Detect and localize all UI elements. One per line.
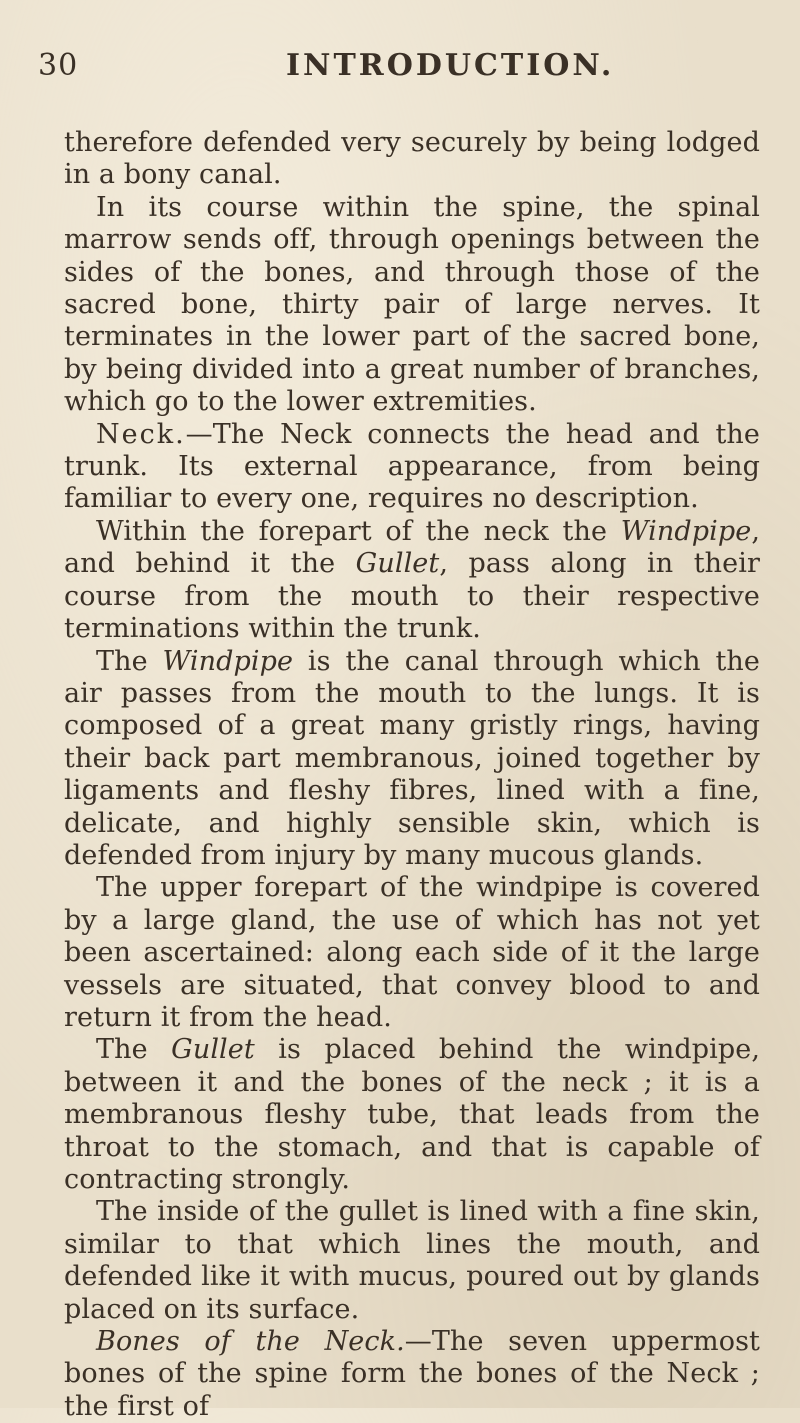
- paragraph-text: , and behind it the: [64, 515, 760, 580]
- paragraph-text: Within the forepart of the neck the: [96, 515, 621, 547]
- paragraph: [64, 1326, 760, 1423]
- paragraph: [64, 192, 760, 419]
- paragraph: [64, 127, 760, 192]
- paragraph: [64, 1196, 760, 1326]
- paragraph: [64, 872, 760, 1034]
- paragraph-text: is placed behind the windpipe, between it and the bones of the neck ; it is a membranous fleshy tube, that leads from the throat to the stomach, and that is capable of contracting strongly.: [64, 1034, 761, 1195]
- term-windpipe: Windpipe: [162, 645, 294, 677]
- paragraph: [64, 516, 760, 646]
- page-number: 30: [38, 48, 79, 83]
- paragraph-text: The upper forepart of the windpipe is covered by a large gland, the use of which has not yet been ascertained: along each side of it the large vessels are situated, that convey blood to and return it from the head.: [64, 872, 760, 1033]
- page-header: [38, 48, 760, 88]
- paragraph-text: , pass along in their course from the mouth to their respective terminations within the trunk.: [64, 548, 760, 645]
- term-gullet: Gullet: [355, 548, 440, 580]
- section-lead: Bones of the Neck.: [96, 1326, 405, 1358]
- paragraph-text: —The seven uppermost bones of the spine form the bones of the Neck ; the first of: [64, 1326, 760, 1422]
- paragraph: [64, 646, 760, 873]
- paragraph-text: is the canal through which the air passes from the mouth to the lungs. It is composed of a great many gristly rings, having their back part membranous, joined together by ligaments and fleshy fibres, lined with a fine, delicate, and highly sensible skin, which is defended from injury by many mucous glands.: [64, 645, 760, 871]
- section-lead: Neck.: [96, 418, 186, 450]
- term-windpipe: Windpipe: [620, 515, 752, 547]
- body-text: [64, 127, 760, 1423]
- paragraph-text: —The Neck connects the head and the trunk. Its external appearance, from being familiar to every one, requires no description.: [64, 418, 760, 515]
- paragraph-text: The: [96, 645, 163, 677]
- paragraph-text: In its course within the spine, the spinal marrow sends off, through openings between the sides of the bones, and through those of the sacred bone, thirty pair of large nerves. It terminates in the lower part of the sacred bone, by being divided into a great number of branches, which go to the lower extremities.: [64, 191, 760, 418]
- paragraph-text: The inside of the gullet is lined with a fine skin, similar to that which lines the mouth, and defended like it with mucus, poured out by glands placed on its surface.: [64, 1196, 760, 1325]
- paragraph: [64, 1034, 760, 1196]
- paragraph-text: therefore defended very securely by being lodged in a bony canal.: [64, 127, 760, 191]
- running-head: INTRODUCTION.: [286, 48, 615, 83]
- paragraph: [64, 419, 760, 516]
- paragraph-text: The: [96, 1034, 172, 1066]
- term-gullet: Gullet: [171, 1034, 255, 1066]
